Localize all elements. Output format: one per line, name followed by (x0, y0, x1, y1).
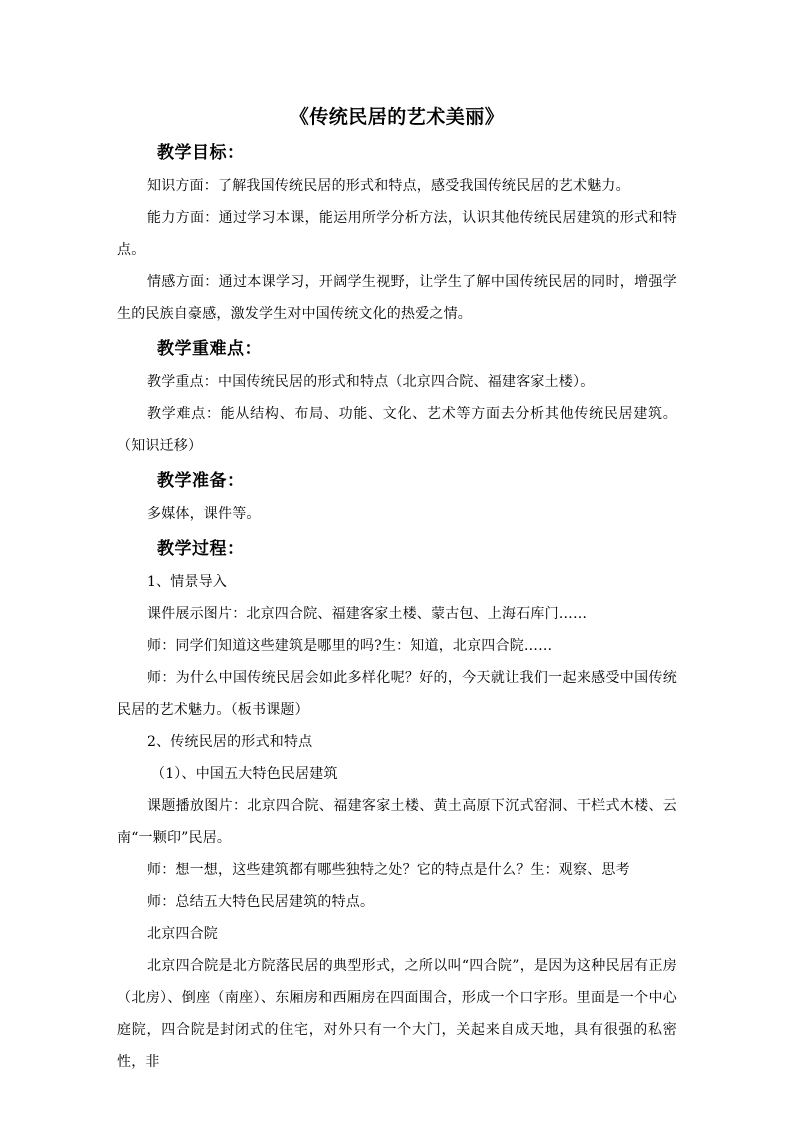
paragraph-difficulty: 教学难点：能从结构、布局、功能、文化、艺术等方面去分析其他传统民居建筑。（知识迁移） (117, 406, 677, 454)
step1-paragraph-1: 课件展示图片：北京四合院、福建客家土楼、蒙古包、上海石库门…… (147, 606, 588, 622)
document-page (117, 100, 677, 1078)
paragraph-preparation: 多媒体，课件等。 (147, 506, 261, 522)
paragraph-focus: 教学重点：中国传统民居的形式和特点（北京四合院、福建客家土楼）。 (147, 374, 595, 390)
paragraph-knowledge: 知识方面：了解我国传统民居的形式和特点，感受我国传统民居的艺术魅力。 (147, 178, 630, 194)
siheyuan-title: 北京四合院 (147, 926, 218, 942)
step1-paragraph-3: 师：为什么中国传统民居会如此多样化呢？好的，今天就让我们一起来感受中国传统民居的艺术魅力。（板书课题） (117, 670, 677, 718)
paragraph-ability: 能力方面：通过学习本课，能运用所学分析方法，认识其他传统民居建筑的形式和特点。 (117, 210, 677, 258)
step2-paragraph-1: 课题播放图片：北京四合院、福建客家土楼、黄土高原下沉式窑洞、干栏式木楼、云南“一颗印”民居。 (117, 798, 677, 846)
step2-subtitle-1: （1）、中国五大特色民居建筑 (151, 766, 338, 782)
heading-key-points: 教学重难点： (157, 339, 262, 359)
paragraph-emotion: 情感方面：通过本课学习，开阔学生视野，让学生了解中国传统民居的同时，增强学生的民族自豪感，激发学生对中国传统文化的热爱之情。 (117, 274, 677, 322)
step2-paragraph-2: 师：想一想，这些建筑都有哪些独特之处？它的特点是什么？生：观察、思考 (147, 862, 630, 878)
siheyuan-paragraph-1: 北京四合院是北方院落民居的典型形式，之所以叫“四合院”，是因为这种民居有正房（北房）、倒座（南座）、东厢房和西厢房在四面围合，形成一个口字形。里面是一个中心庭院，四合院是封闭式的住宅，对外只有一个大门，关起来自成天地，具有很强的私密性，非 (117, 958, 677, 1070)
step2-title: 2、传统民居的形式和特点 (147, 734, 313, 750)
step1-paragraph-2: 师：同学们知道这些建筑是哪里的吗?生：知道，北京四合院…… (147, 638, 553, 654)
step2-paragraph-3: 师：总结五大特色民居建筑的特点。 (147, 894, 375, 910)
heading-preparation: 教学准备： (157, 471, 245, 491)
step1-title: 1、情景导入 (147, 574, 228, 590)
heading-objectives: 教学目标： (157, 143, 245, 163)
heading-process: 教学过程： (157, 539, 245, 559)
document-title: 《传统民居的艺术美丽》 (289, 106, 505, 128)
